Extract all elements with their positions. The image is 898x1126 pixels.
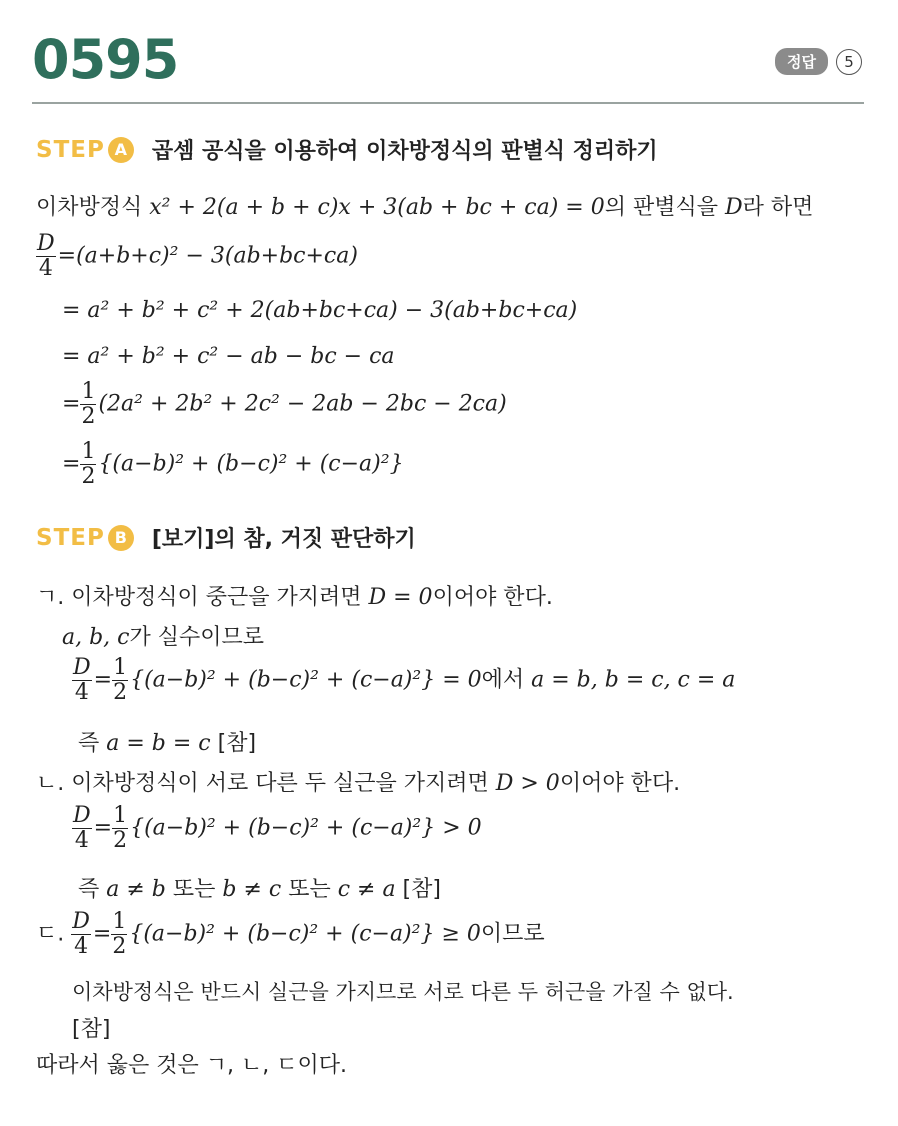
intro-text-3: 라 하면 (742, 195, 814, 220)
derivation-line-5 (62, 440, 404, 489)
d-over-4-fraction (72, 804, 92, 853)
intro-text: 이차방정식 (36, 195, 150, 220)
intro-text-2: 의 판별식을 (604, 195, 725, 220)
fraction-denominator: 2 (113, 828, 128, 853)
fraction-denominator: 2 (81, 464, 96, 489)
derivation-line-4 (62, 380, 507, 429)
item-g-text: 이차방정식이 중근을 가지려면 (64, 585, 369, 610)
item-n-condition (36, 766, 680, 797)
item-g-eq-result: a = b, b = c, c = a (531, 667, 736, 693)
item-g-eq: {(a−b)² + (b−c)² + (c−a)²} = 0 (130, 667, 482, 693)
neq-2: b ≠ c (222, 877, 282, 902)
half-fraction (112, 804, 128, 853)
item-n-text-2: 이어야 한다. (559, 771, 681, 796)
equals-sign: = (62, 391, 81, 417)
half-fraction (80, 440, 96, 489)
equals-sign: = (93, 815, 113, 841)
item-n-equation (72, 804, 482, 853)
neq-1: a ≠ b (106, 877, 166, 902)
conclusion-text: 즉 (78, 731, 107, 756)
fraction-denominator: 4 (74, 934, 89, 959)
or-text: 또는 (281, 877, 338, 902)
sum-of-squares: {(a−b)² + (b−c)² + (c−a)²} (98, 451, 404, 477)
equals-sign: = (93, 667, 113, 693)
step-a-heading: 곱셈 공식을 이용하여 이차방정식의 판별식 정리하기 (151, 139, 658, 164)
problem-header (32, 28, 862, 98)
item-d-equation (36, 910, 545, 959)
step-a-intro (36, 190, 813, 221)
step-b-heading: [보기]의 참, 거짓 판단하기 (151, 527, 416, 552)
verdict-true: [참] (395, 877, 441, 902)
conclusion-eq: a = b = c (106, 731, 211, 756)
half-fraction (112, 656, 128, 705)
doubled-expression: (2a² + 2b² + 2c² − 2ab − 2bc − 2ca) (98, 391, 507, 417)
item-d-explanation: 이차방정식은 반드시 실근을 가지므로 서로 다른 두 허근을 가질 수 없다. (72, 980, 734, 1004)
fraction-numerator: 1 (81, 439, 96, 464)
item-n-text: 이차방정식이 서로 다른 두 실근을 가지려면 (64, 771, 496, 796)
fraction-denominator: 4 (38, 256, 53, 281)
equals-sign: = (92, 921, 112, 947)
answer-indicator (775, 48, 862, 75)
item-d-mark: ㄷ. (36, 921, 65, 947)
derivation-line-3: = a² + b² + c² − ab − bc − ca (62, 344, 395, 369)
item-d-verdict: [참] (72, 1017, 111, 1042)
half-fraction (111, 910, 127, 959)
verdict-true: [참] (210, 731, 257, 756)
fraction-numerator: D (37, 231, 55, 256)
item-g-real (62, 620, 264, 651)
fraction-numerator: D (73, 803, 91, 828)
half-fraction (80, 380, 96, 429)
item-g-condition-eq: D = 0 (368, 585, 433, 610)
discriminant-symbol: D (724, 195, 743, 220)
step-b-letter-icon: B (108, 525, 134, 551)
item-n-conclusion (78, 872, 441, 903)
answer-label: 정답 (775, 48, 828, 75)
d-over-4-fraction (36, 232, 56, 281)
item-g-text-2: 이어야 한다. (432, 585, 553, 610)
fraction-denominator: 4 (74, 680, 89, 705)
step-a-letter-icon: A (108, 137, 134, 163)
conclusion-text: 즉 (78, 877, 107, 902)
fraction-numerator: 1 (112, 909, 127, 934)
item-g-conclusion (78, 726, 256, 757)
item-n-mark: ㄴ. (36, 771, 65, 796)
item-g-equation (72, 656, 735, 705)
item-g-mark: ㄱ. (36, 585, 65, 610)
fraction-denominator: 4 (74, 828, 89, 853)
derivation-line-2: = a² + b² + c² + 2(ab+bc+ca) − 3(ab+bc+ca) (62, 298, 578, 323)
step-a-title (36, 134, 658, 165)
d-over-4-fraction (72, 656, 92, 705)
step-b-tag: STEP (36, 524, 105, 551)
real-text: 가 실수이므로 (129, 625, 265, 650)
fraction-numerator: D (73, 655, 91, 680)
item-d-eq-text: 이므로 (480, 921, 545, 947)
or-text: 또는 (165, 877, 223, 902)
fraction-numerator: 1 (81, 379, 96, 404)
item-g-eq-text: 에서 (481, 667, 532, 693)
item-n-eq: {(a−b)² + (b−c)² + (c−a)²} > 0 (130, 815, 482, 841)
problem-number: 0595 (32, 28, 179, 91)
derivation-line-1 (36, 232, 358, 281)
d-over-4-fraction (71, 910, 91, 959)
item-g-condition (36, 580, 553, 611)
item-n-condition-eq: D > 0 (495, 771, 560, 796)
fraction-denominator: 2 (81, 404, 96, 429)
step-a-tag: STEP (36, 136, 105, 163)
item-d-eq: {(a−b)² + (b−c)² + (c−a)²} ≥ 0 (129, 921, 481, 947)
fraction-numerator: 1 (113, 655, 128, 680)
quadratic-equation: x² + 2(a + b + c)x + 3(ab + bc + ca) = 0 (149, 195, 605, 220)
header-divider (32, 102, 864, 104)
step-b-title (36, 522, 416, 553)
equals-sign: = (62, 451, 81, 477)
fraction-denominator: 2 (113, 680, 128, 705)
answer-value: 5 (836, 49, 862, 75)
fraction-numerator: 1 (113, 803, 128, 828)
fraction-denominator: 2 (112, 934, 127, 959)
expansion-1: =(a+b+c)² − 3(ab+bc+ca) (57, 243, 358, 269)
neq-3: c ≠ a (337, 877, 396, 902)
final-conclusion: 따라서 옳은 것은 ㄱ, ㄴ, ㄷ이다. (36, 1053, 347, 1078)
real-variables: a, b, c (62, 625, 130, 650)
fraction-numerator: D (72, 909, 90, 934)
